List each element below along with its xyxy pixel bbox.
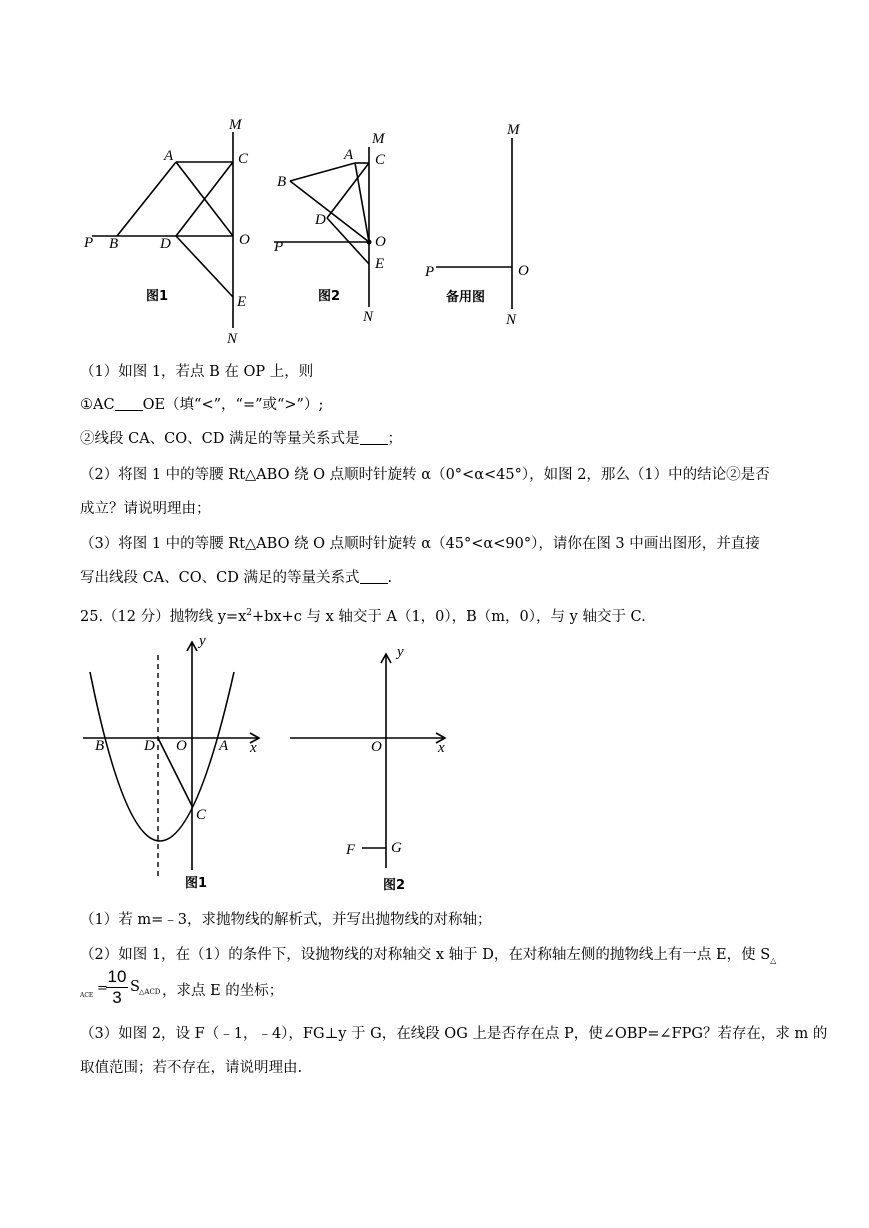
fig3-label-m: M [507,122,520,138]
q25-fig1-label-a: A [219,738,229,754]
answer-blank [115,396,143,411]
q25-fig1-label-d: D [144,738,155,754]
fig3-label-p: P [425,264,435,280]
q25-fig1-seg-dc [158,738,192,806]
answer-blank [360,430,388,445]
q24-part2-line2: 成立？请说明理由； [80,501,211,517]
q24-part1: （1）如图 1，若点 B 在 OP 上，则 [80,364,314,380]
q25-fig2-label-g: G [391,840,402,856]
q25-fig2-label-f: F [346,842,356,858]
fig1-seg-de [176,236,233,297]
q25-fig2-label-y: y [397,644,404,660]
fig2-label-c: C [375,152,386,168]
fig2-label-b: B [277,174,287,190]
fig3-label-o: O [518,263,529,279]
fig2-label-d: D [315,212,326,228]
fig1-label-p: P [84,235,94,251]
fig2-label-p: P [274,239,284,255]
fig2-seg-bo [290,181,369,242]
q24-part1-b: ②线段 CA、CO、CD 满足的等量关系式是 ； [80,431,402,447]
fig1-label-c: C [238,151,249,167]
fig1-label-b: B [109,236,119,252]
fig1-label-o: O [239,232,250,248]
q25-fig1-parabola [90,672,234,841]
q25-fig1-label-y: y [199,633,206,649]
q25-part2-line1: （2）如图 1，在（1）的条件下，设抛物线的对称轴交 x 轴于 D，在对称轴左侧的抛物线上有一点 E，使 $S_\triangle$ [80,947,777,965]
fig1-label-n: N [227,331,238,347]
fig1-label-e: E [237,294,247,310]
q25-part3-line2: 取值范围；若不存在，请说明理由. [80,1060,303,1076]
fig3-label-n: N [506,312,517,328]
fig1-label-m: M [229,117,242,133]
q25-fig1-y-arrow [187,642,197,651]
fraction: 10 3 [107,967,127,1007]
q25-fig1-label-x: x [250,740,257,756]
q25-fig2-label-x: x [438,740,445,756]
q25-fig2-y-arrow [381,654,391,663]
fig2-label-o: O [375,234,386,250]
q25-part1: （1）若 m=﹣3，求抛物线的解析式，并写出抛物线的对称轴； [80,912,492,928]
q24-part1-a: ①AC OE（填“<”，“=”或“>”）; [80,397,324,413]
fig1-label-a: A [164,148,174,164]
q25-part3-line1: （3）如图 2，设 F（﹣1，﹣4），FG⊥y 于 G，在线段 OG 上是否存在点 P，使∠OBP=∠FPG？若存在，求 m 的 [80,1026,828,1042]
fig2-seg-ao [355,163,369,242]
q25-part2-line2: ACE = 10 3 S △ACD ，求点 E 的坐标； [80,967,284,1007]
q25-fig1-x-arrow [250,733,259,743]
q25-stem: 25.（12 分）抛物线 $y=x^2+bx+c$ 与 x 轴交于 A（1，0），B（m，0），与 y 轴交于 C. [80,608,646,625]
q25-fig2-x-arrow [436,733,445,743]
fig1-seg-ab [117,162,176,236]
q25-fig1-label-c: C [196,807,207,823]
q24-part3-line2: 写出线段 CA、CO、CD 满足的等量关系式 . [80,570,393,586]
fig1-label-d: D [160,236,171,252]
q24-part2-line1: （2）将图 1 中的等腰 Rt△ABO 绕 O 点顺时针旋转 α（0°<α<45°），如图 2，那么（1）中的结论②是否 [80,467,770,483]
fig2-label-m: M [372,131,385,147]
fig2-point-o [367,240,372,245]
q25-fig1-label-b: B [95,738,105,754]
q25-fig2-caption: 图2 [383,878,406,893]
fig3-caption: 备用图 [446,290,486,305]
q25-fig1-caption: 图1 [185,876,208,891]
answer-blank [360,569,388,584]
q25-fig1-label-o: O [176,738,187,754]
fig2-seg-ba [290,163,355,181]
fig1-caption: 图1 [146,289,169,304]
figures-top [0,0,869,360]
fig2-label-a: A [344,147,354,163]
fig2-label-e: E [375,256,385,272]
fig2-caption: 图2 [318,289,341,304]
q25-fig2-label-o: O [371,739,382,755]
fig2-label-n: N [363,309,374,325]
q24-part3-line1: （3）将图 1 中的等腰 Rt△ABO 绕 O 点顺时针旋转 α（45°<α<90°），请你在图 3 中画出图形，并直接 [80,536,760,552]
